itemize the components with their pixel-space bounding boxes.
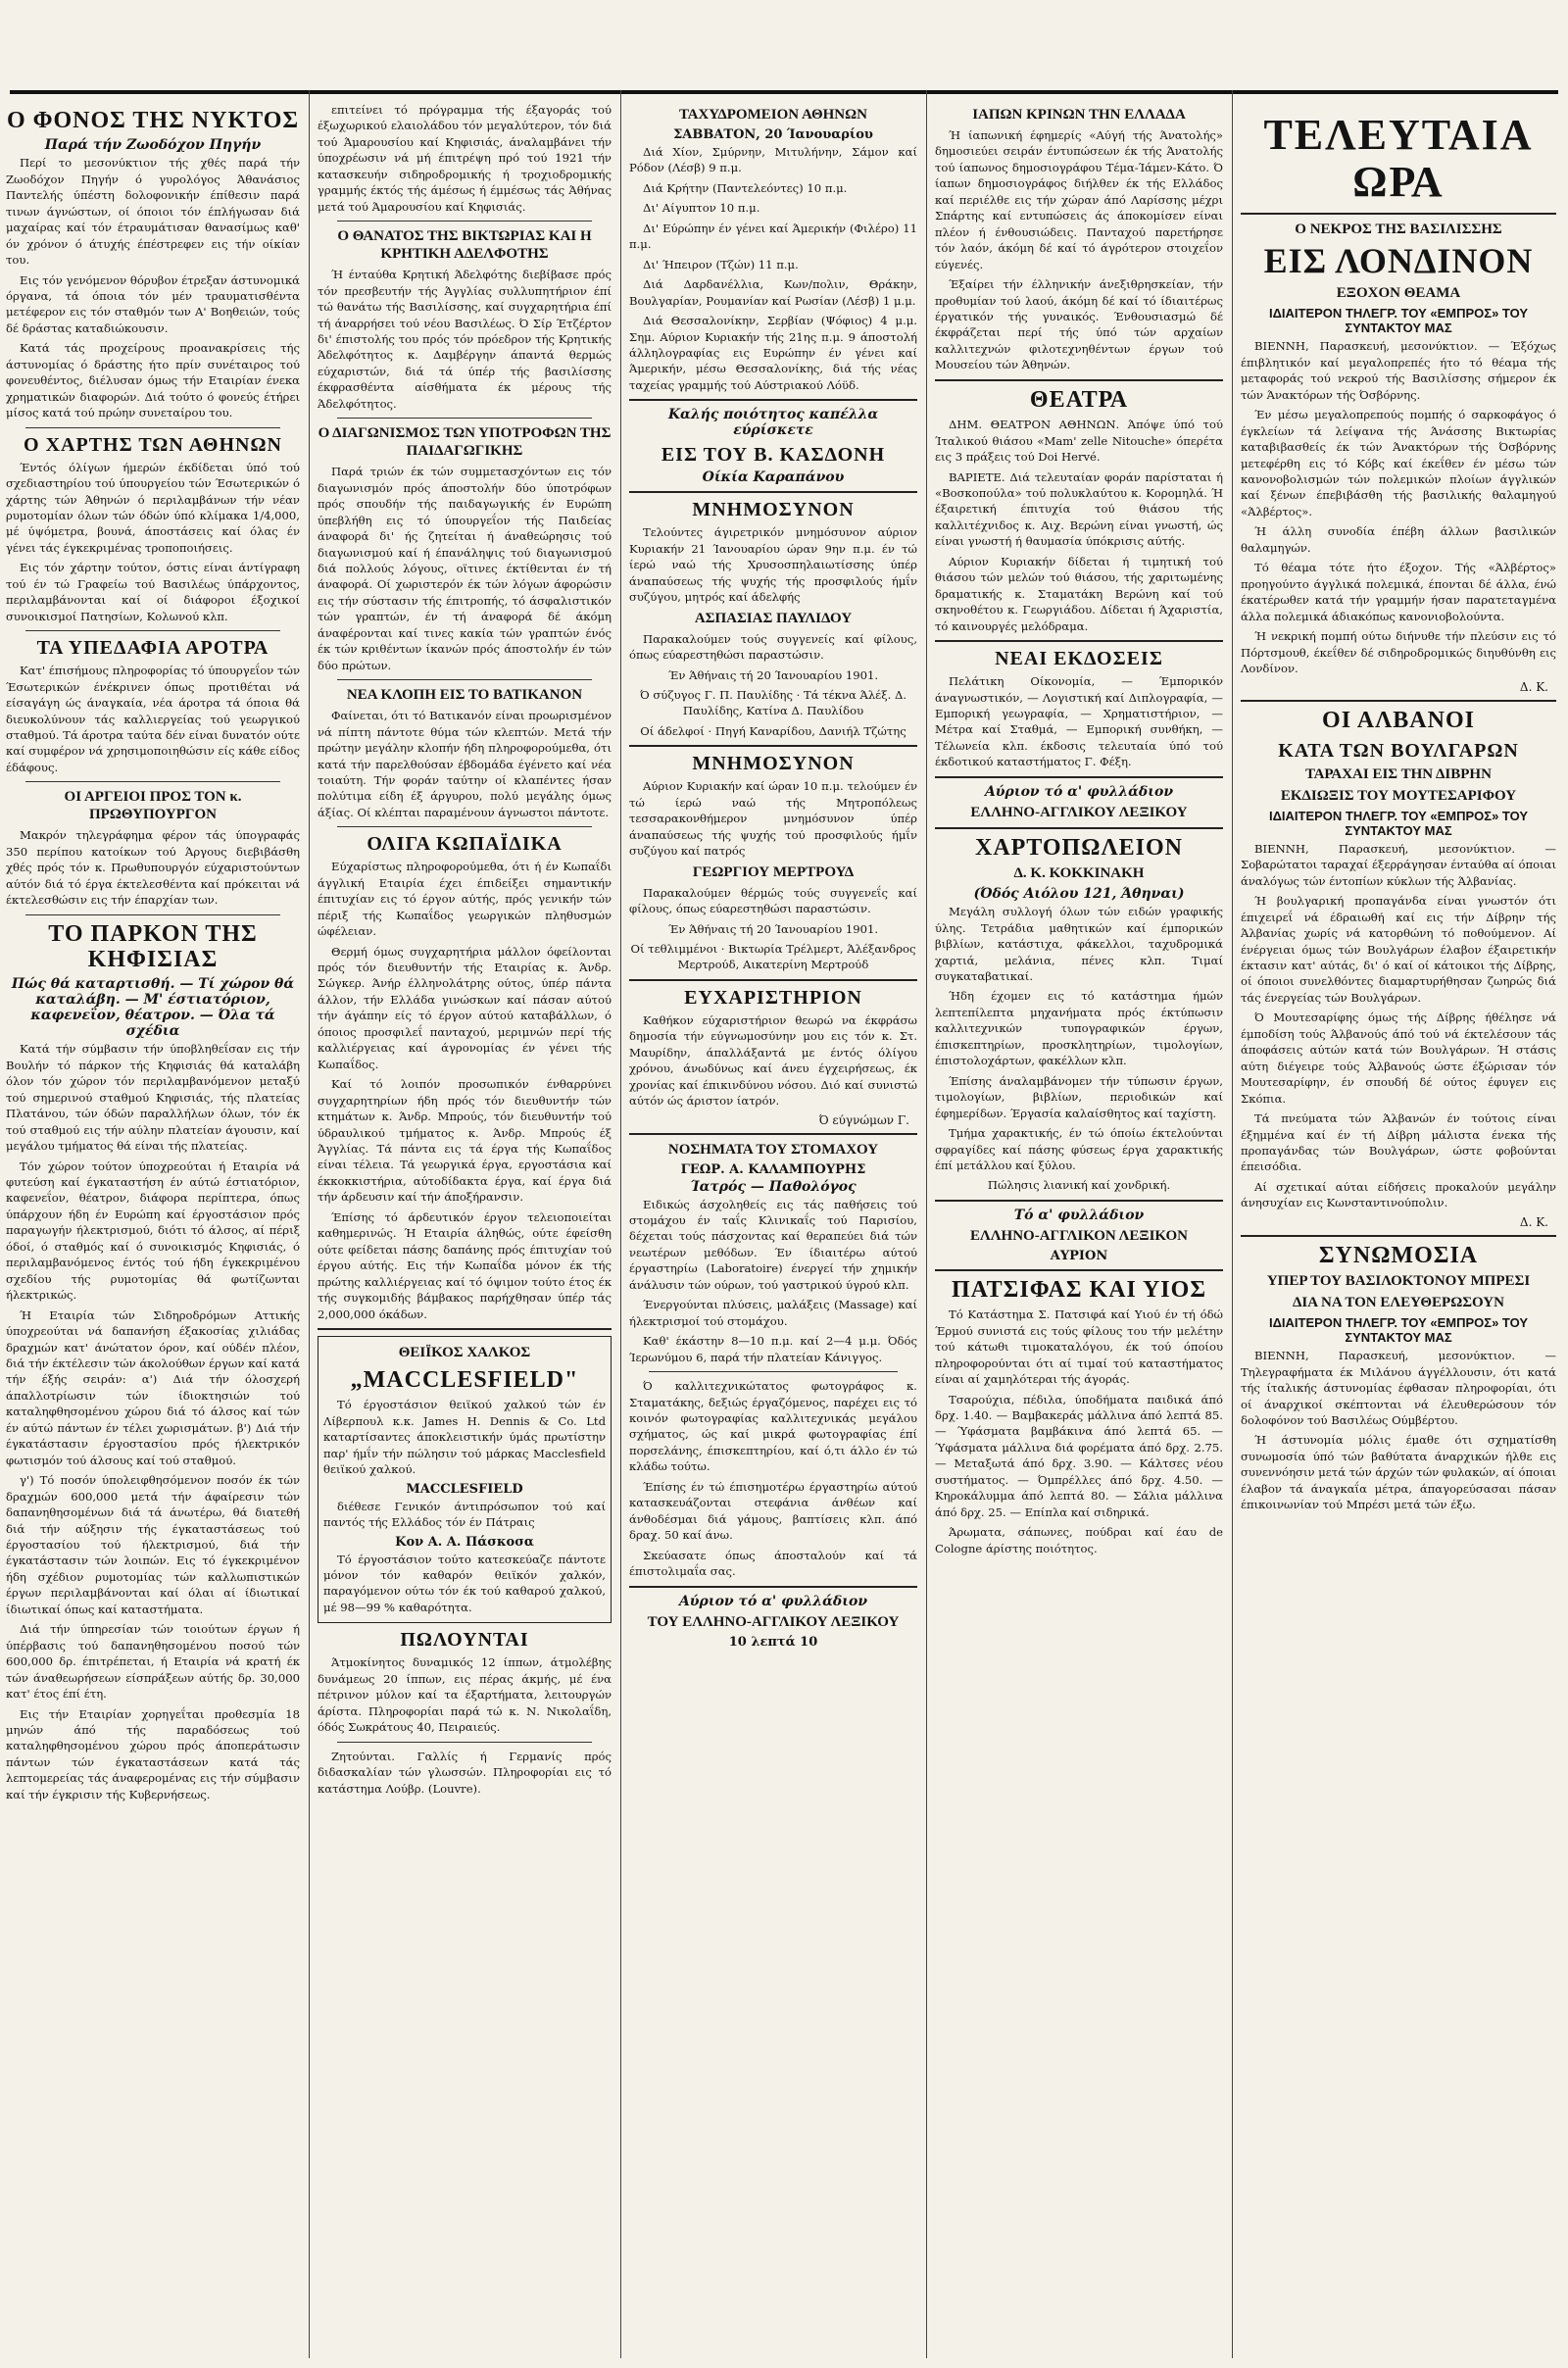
article-paragraph: επιτείνει τό πρόγραμμα τής έξαγοράς τού έξωχωρικού ελαιολάδου τόν μεγαλύτερον, τόν διά τού Άμαρουσίου καί Κηφισιάς, άναλαμβάνει τήν ύποχρέωσιν νά μή έπιτρέψη πρό τού 1921 τήν κατασκευήν σιδηροδρομικής ή τροχιοδρομικής γραμμής έκτός τής άμέσως ή έμμέσως τάς Άθήνας μετά τού Άμαρουσίου καί Κηφισιάς. (318, 103, 612, 214)
article-title: ΤΟ ΠΑΡΚΟΝ ΤΗΣ ΚΗΦΙΣΙΑΣ (48, 920, 258, 972)
column-divider (1232, 90, 1233, 2358)
divider (629, 1586, 917, 1588)
article-title: Ο ΦΟΝΟΣ ΤΗΣ ΝΥΚΤΟΣ (6, 108, 300, 133)
article-paragraph: Ή βουλγαρική προπαγάνδα είναι γνωστόν ότι έπιχειρεΐ νά έδραιωθή καί εις τήν Δίβρην τής Άλβανίας χωρίς νά κατορθώνη τό ποθούμενον. Αί ένέργειαι όμως τών Βουλγάρων έλαβον έξαιρετικήν έκτασιν κατ' αύτάς, δι' ό καί οί κάτοικοι τής Δίβρης, οί όποιοι συνελθόντες διαμαρτυρήθησαν ζωηρώς διά τάς ένεργείας τών Βουλγάρων. (1241, 894, 1556, 1005)
post-line: Διά Χίον, Σμύρνην, Μιτυλήνην, Σάμον καί Ρόδον (Λέσβ) 9 π.μ. (629, 145, 917, 175)
divider (1241, 1235, 1556, 1237)
divider (629, 979, 917, 981)
article-paragraph: ΒΙΕΝΝΗ, Παρασκευή, μεσονύκτιον. — Έξόχως έπιβλητικόν καί μεγαλοπρεπές ήτο τό θέαμα τής μεταφοράς τού νεκρού τής Βασιλίσσης σήμερον έκ τών Άνακτόρων τής Όσβόρνης. (1241, 339, 1556, 402)
article-title: Ο ΔΙΑΓΩΝΙΣΜΟΣ ΤΩΝ ΥΠΟΤΡΟΦΩΝ ΤΗΣ ΠΑΙΔΑΓΩΓΙΚΗΣ (318, 425, 612, 460)
article-paragraph: Πελάτικη Οίκονομία, — Έμπορικόν άναγνωστικόν, — Λογιστική καί Διπλογραφία, — Εμπορική γεωγραφία, — Χρηματιστήριον, — Μέτρα καί Σταθμά, — Εμπορική συνθήκη, — Τέλωνεία κλπ. έκδοσις τελευταία ύπό τού έκδοτικού καταστήματος Γ. Φέξη. (935, 674, 1223, 769)
ad-text: Ειδικώς άσχοληθείς εις τάς παθήσεις τού στομάχου έν ταΐς Κλινικαΐς τού Παρισίου, δέχεται τούς πάσχοντας καί θεραπεύει διά τών νεωτέρων μεθόδων. Έν ίδιαιτέρω αύτού έργαστηρίω (Laboratoire) ένεργεί τήν χημικήν άνάλυσιν τών ούρων, τού γαστρικού ύγρού κλπ. (629, 1197, 917, 1292)
article-paragraph: Θερμή όμως συγχαρητήρια μάλλον όφείλονται πρός τόν διευθυντήν τής Εταιρίας κ. Άνδρ. Σώγκερ. Άνήρ έλληνολάτρης ούτος, ύπέρ πάντα άλλον, τήν Ελλάδα γινώσκων καί πάσαν αύτού τήν άγάπην είς τό έργον αύτού καταβάλλων, ό όποιος προσφιλεΐ πανταχού, μεριμνών περί τής καλλιέργειας καί άγρονομίας έν γένει τής Κωπαΐδος. (318, 944, 612, 1071)
article-paragraph: Έν μέσω μεγαλοπρεπούς πομπής ό σαρκοφάγος ό έγκλείων τά λείψανα τής Άνάσσης Βικτωρίας καταβιβασθείς έκ τών Άνακτόρων τής Όσβόρνης μετεφέρθη εις τό Κόβς καί έκεΐθεν έν μέσω τών κανονοβολισμών τών πολεμικών πλοίων άγγλικών καί ξένων έπεβιβάσθη τής βασιλικής θαλαμηγού «Άλβέρτος». (1241, 408, 1556, 518)
notice-text: Καθήκον εύχαριστήριον θεωρώ να έκφράσω δημοσία τήν εύγνωμοσύνην μου εις τόν κ. Στ. Μαυρίδην, άπαλλάξαντά με έντός όλίγου χρόνου, άνωδύνως καί άνευ έγχειρήσεως, έκ χρονίας καί έπικινδύνου νόσου. Διό καί συνιστώ αύτόν ώς άριστον ίατρόν. (629, 1012, 917, 1109)
article-paragraph: Ό Μουτεσαρίφης όμως τής Δίβρης ήθέλησε νά έμποδίση τούς Άλβανούς άπό τού νά έκτελέσουν τάς άποφάσεις αύτών κατά τών Βουλγάρων. Ή στάσις αύτη διέγειρε τούς Άλβανούς ώστε έξώρισαν τόν Μουτεσαρίφην, έν σπουδή δέ ούτος έφυγεν εις Σκόπια. (1241, 1011, 1556, 1106)
article-paragraph: Περί το μεσονύκτιον τής χθές παρά τήν Ζωοδόχον Πηγήν ό γυρολόγος Άθανάσιος Παντελής ύπέστη δολοφονικήν έπίθεσιν παρά τινων άγνώστων, οί όποιοι τόν έπλήγωσαν διά μαχαίρας καί τόν έτραυμάτισαν θανασίμως καθ' όν χρόνον ό άτυχής έπέστρεφεν εις τήν οίκίαν του. (6, 156, 300, 268)
divider (1241, 213, 1556, 215)
ad-title: ΕΛΛΗΝΟ-ΑΓΓΛΙΚΟΥ ΛΕΞΙΚΟΥ (970, 804, 1188, 820)
ad-price: 10 λεπτά 10 (728, 1634, 818, 1650)
article-title: ΚΑΤΑ ΤΩΝ ΒΟΥΛΓΑΡΩΝ (1278, 739, 1519, 762)
ad-address: (Όδός Αιόλου 121, Άθηναι) (973, 886, 1185, 903)
section-title: ΤΕΛΕΥΤΑΙΑ ΩΡΑ (1263, 111, 1534, 207)
column-divider (620, 90, 621, 2358)
notice-signatures: Οί τεθλιμμένοι · Βικτωρία Τρέλμερτ, Άλέξανδρος Μερτρούδ, Αικατερίνη Μερτρούδ (630, 941, 916, 972)
article-paragraph: Έντός όλίγων ήμερών έκδίδεται ύπό τού σχεδιαστηρίου τού ύπουργείου τών Έσωτερικών ό χάρτης τών Άθηνών ό περιλαμβάνων τήν νέαν ρυμοτομίαν όλων τών όδών ύπό κλίμακα 1/4,000, μέ ύψόμετρα, βουνά, άποστάσεις καί όλας έν γένει τάς έγκεκριμένας τροποποιήσεις. (6, 460, 300, 555)
article-title: Ο ΝΕΚΡΟΣ ΤΗΣ ΒΑΣΙΛΙΣΣΗΣ (1295, 221, 1502, 237)
article-title-large: ΕΙΣ ΛΟΝΔΙΝΟΝ (1263, 240, 1534, 280)
ad-header: Καλής ποιότητος καπέλλα εύρίσκετε (667, 407, 879, 439)
ad-text: Ζητούνται. Γαλλίς ή Γερμανίς πρός διδασκαλίαν τών γλωσσών. Πληροφορίαι εις τό κατάστημα Λούβρ. (Louvre). (318, 1749, 612, 1796)
ad-text: Έπίσης έν τώ έπισημοτέρω έργαστηρίω αύτού κατασκευάζονται στεφάνια άνθέων καί άνθοδέσμαι διά γάμους, βαπτίσεις κλπ. άπό δραχ. 50 καί άνω. (629, 1479, 917, 1543)
post-line: Διά Θεσσαλονίκην, Σερβίαν (Ψόφιος) 4 μ.μ. Σημ. Αύριον Κυριακήν τής 21ης π.μ. 9 άποστολή άλληλογραφίας εις Ευρώπην έν γένει καί Άμερικήν, μέσω Θεσσαλονίκης, διά τής νέας ταχείας γραμμής τού Αύστριακού Λόϋδ. (629, 314, 917, 392)
notice-title: ΕΥΧΑΡΙΣΤΗΡΙΟΝ (684, 986, 862, 1009)
notice-name: ΑΣΠΑΣΙΑΣ ΠΑΥΛΙΔΟΥ (694, 610, 853, 626)
ad-subtitle: Οίκία Καραπάνου (702, 469, 845, 486)
article-title: ΟΛΙΓΑ ΚΩΠΑΪΔΙΚΑ (367, 833, 563, 856)
article-paragraph: Ή ένταύθα Κρητική Άδελφότης διεβίβασε πρός τόν πρεσβευτήν τής Άγγλίας συλλυπητήριον έπί τώ θανάτω τής Βασιλίσσης, καί συγχαρητήρια έπί τή άναρρήσει τού νέου Βασιλέως. Ό Σίρ Έτζέρτον δι' έπιστολής του πρός τόν πρόεδρον τής Κρητικής Άδελφότητος κ. Δαμβέργην άπαντά θερμώς εύχαριστών, διά τά ύπέρ τής βασιλίσσης έκφρασθέντα αίσθήματα έκ μέρους τής Άδελφότητος. (318, 268, 612, 411)
article-title: ΙΑΠΩΝ ΚΡΙΝΩΝ ΤΗΝ ΕΛΛΑΔΑ (972, 107, 1186, 123)
notice-date: Έν Άθήναις τή 20 Ίανουαρίου 1901. (667, 667, 879, 682)
notice-signatures: Ό σύζυγος Γ. Π. Παυλίδης · Τά τέκνα Άλέξ. Δ. Παυλίδης, Κατίνα Δ. Παυλίδου (639, 687, 907, 718)
notice-text: Παρακαλούμεν θέρμώς τούς συγγενεΐς καί φίλους, όπως εύαρεστηθώσι παραστώσιν. (629, 885, 917, 916)
article-byline: ΙΔΙΑΙΤΕΡΟΝ ΤΗΛΕΓΡ. ΤΟΥ «ΕΜΠΡΟΣ» ΤΟΥ ΣΥΝΤΑΚΤΟΥ ΜΑΣ (1268, 808, 1529, 838)
divider (337, 679, 592, 680)
ad-text: Άτμοκίνητος δυναμικός 12 ίππων, άτμολέβης δυνάμεως 20 ίππων, εις πέρας άκμής, μέ ένα πέτρινον μύλον καί τα έξαρτήματα, λειτουργών άρίστα. Πληροφορίαι παρά τώ κ. Ν. Νικολαΐδη, όδός Σωκράτους 40, Πειραιεύς. (318, 1655, 612, 1735)
article-paragraph: Τόν χώρον τούτον ύποχρεούται ή Εταιρία νά φυτεύση καί έγκαταστήση έν αύτώ έστιατόριον, καφενεΐον, θέατρον, διάφορα περίπτερα, όπως ύπάρχουν ήδη έν Ευρώπη καί έργοστάσιον πρός παραγωγήν ήλεκτρισμού, διότι τό άλσος, αί πέριξ όδοί, ό σταθμός καί ό συνοικισμός Κηφισιάς, ό περιλαμβανόμενος έντός τού ήδη έγκεκριμένου σχεδίου τής ρυμοτομίας θά φωτίζωνται ήλεκτρικώς. (6, 1159, 300, 1303)
article-signature: Δ. Κ. (1519, 1214, 1548, 1229)
divider (629, 1133, 917, 1135)
notice-text: Παρακαλούμεν τούς συγγενείς καί φίλους, όπως εύαρεστηθώσι παραστώσιν. (629, 631, 917, 663)
divider (649, 1371, 898, 1372)
ad-header: Αύριον τό α' φυλλάδιον (984, 783, 1174, 800)
article-paragraph: Αί σχετικαί αύται είδήσεις προκαλούν μεγάλην άνησυχίαν εις Κωνσταντινούπολιν. (1241, 1179, 1556, 1210)
article-paragraph: Εύχαρίστως πληροφορούμεθα, ότι ή έν Κωπαΐδι άγγλική Εταιρία έχει έπιδείξει σημαντικήν έπιτυχίαν εις τό έργον αύτής, πρός γενικήν τών πέριξ τής Κωπαΐδος γεωργικών πληθυσμών ώφέλειαν. (318, 860, 612, 939)
article-paragraph: Διά τήν ύπηρεσίαν τών τοιούτων έργων ή ύπέρβασις τού δαπανηθησομένου ποσού τών 600,000 δρ. έπιτρέπεται, ή Εταιρία νά κρατή έκ τών άναθεωρήσεων είσπράξεων αύτής δρ. 30,000 κατ' έτος έπί έτη. (6, 1622, 300, 1702)
article-paragraph: Μακρόν τηλεγράφημα φέρον τάς ύπογραφάς 350 περίπου κατοίκων τού Άργους διεβιβάσθη χθές πρός τόν κ. Πρωθυπουργόν εύχαριστούντων αύτόν διά τό έργα έκτελεσθέντα καί πρόκειται νά έκτελεσθώσιν εις τήν έπαρχίαν των. (6, 828, 300, 908)
ad-title: ΠΑΤΣΙΦΑΣ ΚΑΙ ΥΙΟΣ (951, 1276, 1207, 1303)
article-paragraph: Ή ίαπωνική έφημερίς «Αύγή τής Άνατολής» δημοσιεύει σειράν έντυπώσεων έκ τής Άνατολής τού ίαπωνος δημοσιογράφου Τέμα-Ίάμεν-Κάτο. Ό ίαπων δημοσιογράφος διήλθεν έκ τής Ελλάδος καί περιέλθε εις τήν χώραν άπό Λαρίσσης μέχρι Σπάρτης καί εντυπώσεις άς άποκομίσεν είναι πλέον ή ένθουσιώδεις. Πανταχού παρετήρησε τόν λαόν, άκόμη δέ καί τό άγρότερον στοιχεΐον εύγενές. (935, 128, 1223, 271)
divider (25, 914, 280, 915)
article-paragraph: Φαίνεται, ότι τό Βατικανόν είναι προωρισμένον νά πίπτη πάντοτε θύμα τών κλεπτών. Μετά τήν πρώτην μεγάλην κλοπήν ήδη πληροφορούμεθα, ότι κατά τήν παρελθούσαν έβδομάδα έγένετο καί νέα τοιαύτη. Τήν φοράν ταύτην οί κλαπέντες ήσαν πολύτιμα είδη έξ άργυρου, πολύ μεγάλης όμως άξίας. Οί κλέπται παραμένουν άγνωστοι πάντοτε. (318, 709, 612, 819)
article-paragraph: Παρά τριών έκ τών συμμετασχόντων εις τόν διαγωνισμόν πρός άποστολήν δύο ύποτρόφων πρός σπουδήν τής παιδαγωγικής έν Ευρώπη ύπεβλήθη εις τό ύπουργεΐον τής Παιδείας άναφορά δι' ής ζητείται ή άναθεώρησις τού διαγωνισμού καί ή έπανάληψις τού διαγωνισμού διά πολλούς λόγους, οϊτινες έκτίθενται έν τή άναφορά. Οί χωριστερόν έκ τών λόγων άφορώσιν εις τήν σύστασιν τής έπιτροπής, τό άσφαλιστικόν τών γραπτών, έν τή άναφορά δέ άκόμη άναφέρονται καί τινες κακία τών γραπτών ένός έκ τών κριθέντων ίκανών πρός άποστολήν έν τών δύο πρώτων. (318, 465, 612, 672)
article-paragraph: Έξαίρει τήν έλληνικήν άνεξιθρησκείαν, τήν προθυμίαν τού λαού, άκόμη δέ καί τό ίδιαιτέρως έργατικόν τής γυναικός. Ένθουσιασμώ δέ έκφράζεται περί τής ύπό τών αρχαίων καλλιτεχνών φιλοτεχνηθέντων έργων τού Μουσείου τών Άθηνών. (935, 277, 1223, 372)
article-paragraph: Αύριον Κυριακήν δίδεται ή τιμητική τού θιάσου τών μελών τού θιάσου, τής χαριτωμένης δραματικής κ. Σταματάκη Βερώνη καί τού σκηνοθέτου κ. Γεωργιάδου. Δίδεται ή Άχαριστία, τό καινουργές μελόδραμα. (935, 554, 1223, 633)
article-title: ΟΙ ΑΛΒΑΝΟΙ (1322, 708, 1475, 734)
divider (25, 427, 280, 428)
ad-text: διέθεσε Γενικόν άντιπρόσωπον τού καί παντός τής Ελλάδος τόν έν Πάτραις (323, 1499, 606, 1530)
article-paragraph: Ή Εταιρία τών Σιδηροδρόμων Αττικής ύποχρεούται νά δαπανήση έξακοσίας χιλιάδας δραχμών κατ' άνώτατον όρον, καί ούδέν πλέον, διά τήν έκτέλεσιν τών άκολούθων έργων καί κατά τήν έξής σειράν: α') Διά τήν όλοσχερή άπαλλοτρίωσιν τών ίδιοκτησιών τού καταληφθησομένου χώρου διά τό άλσος καί τών έν αύτώ πάντων έν τέλει χωρισμάτων. β') Διά τήν έγκατάστασιν έργοστασίου πρός ήλεκτρικόν φωτισμόν τού άλσους καί τού σταθμού. (6, 1307, 300, 1467)
article-subtitle: Παρά τήν Ζωοδόχον Πηγήν (44, 137, 262, 154)
divider (935, 640, 1223, 642)
post-line: Διά Δαρδανέλλια, Κων/πολιν, Θράκην, Βουλγαρίαν, Ρουμανίαν καί Ρωσίαν (Λέσβ) 1 μ.μ. (629, 277, 917, 308)
ad-text: Άρωματα, σάπωνες, πούδραι καί έαυ de Cologne άρίστης ποιότητος. (935, 1525, 1223, 1555)
notice-date: Έν Άθήναις τή 20 Ίανουαρίου 1901. (667, 921, 879, 936)
article-paragraph: Εις τόν γενόμενον θόρυβον έτρεξαν άστυνομικά όργανα, τά όποια τόν μέν τραυματισθέντα μετέφερον εις τόν σταθμόν των Α' Βοηθειών, τούς δέ δράστας καταδιώκουσιν. (6, 272, 300, 335)
ad-name: Δ. Κ. ΚΟΚΚΙΝΑΚΗ (1013, 865, 1145, 882)
article-byline: ΙΔΙΑΙΤΕΡΟΝ ΤΗΛΕΓΡ. ΤΟΥ «ΕΜΠΡΟΣ» ΤΟΥ ΣΥΝΤΑΚΤΟΥ ΜΑΣ (1268, 306, 1529, 336)
article-byline: ΙΔΙΑΙΤΕΡΟΝ ΤΗΛΕΓΡ. ΤΟΥ «ΕΜΠΡΟΣ» ΤΟΥ ΣΥΝΤΑΚΤΟΥ ΜΑΣ (1268, 1315, 1529, 1346)
article-paragraph: Ή άλλη συνοδία έπέβη άλλων βασιλικών θαλαμηγών. (1241, 524, 1556, 555)
divider (629, 399, 917, 401)
post-line: Διά Κρήτην (Παντελεόντες) 10 π.μ. (643, 180, 848, 195)
ad-text: Έπίσης άναλαμβάνομεν τήν τύπωσιν έργων, τιμολογίων, βιβλίων, περιοδικών καί έφημερίδων. Έργασία καλαίσθητος καί ταχίστη. (935, 1073, 1223, 1120)
divider (318, 1328, 612, 1330)
ad-text: Τό έργοστάσιον θειϊκού χαλκού τών έν Λίβερπουλ κ.κ. James H. Dennis & Co. Ltd καταρτίσαντες άποκλειστικήν ύμάς πρωτίστην παρ' ήμΐν τήν πώλησιν τού μάρκας Macclesfield θειϊκού χαλκού. (323, 1398, 606, 1477)
article-paragraph: Τά πνεύματα τών Άλβανών έν τούτοις είναι έξημμένα καί έν τή Δίβρη μάλιστα ένεκα τής προπαγάνδας τών Βουλγάρων, ώστε φοβούνται έπεισόδια. (1241, 1111, 1556, 1174)
article-paragraph: Καί τό λοιπόν προσωπικόν ένθαρρύνει συγχαρητηρίων ήδη πρός τόν διευθυντήν τών κτημάτων κ. Άνδρ. Μπρούς, τόν διευθυντήν τού ύδραυλικού τμήματος κ. Άνδρ. Μπρούς έξ Άγγλίας. Τά πάντα εις τά έργα τής Κωπαΐδος είναι τέλεια. Τά γεωργικά έργα, εργοστάσια καί έκκοκκιστήρια, αύτοδίδακτα έργα, καί έργα διά τήν άρδευσιν καί τήν άποξήρανσιν. (318, 1077, 612, 1205)
column-1 (0, 102, 306, 2356)
ad-header: Τό α' φυλλάδιον (1013, 1207, 1145, 1223)
ad-text: Ό καλλιτεχνικώτατος φωτογράφος κ. Σταματάκης, δεξιώς έργαζόμενος, παρέχει εις τό κοινόν φωτογραφίας καλλιτεχνικάς μεγάλου σχήματος, ώς καί μικρά φωτογραφίας έπί πορσελάνης, έπισκεπτηρίου, καί ό,τι άλλο έν τώ κλάδω τούτω. (629, 1379, 917, 1474)
post-line: Δι' Ήπειρον (Τζών) 11 π.μ. (643, 257, 799, 271)
divider (629, 745, 917, 747)
article-paragraph: Εις τήν Εταιρίαν χορηγεΐται προθεσμία 18 μηνών άπό τής παραδόσεως τού καταληφθησομένου χώρου πρός άποπεράτωσιν πάντων τών έγκαταστάσεων κατά τάς λεπτομερείας τάς άναφερομένας εις τήν σύμβασιν καί τήν έγκρισιν τής Κυβερνήσεως. (6, 1706, 300, 1801)
ad-text: Ήδη έχομεν εις τό κατάστημα ήμών λεπτεπίλεπτα μηχανήματα πρός έκτύπωσιν καλλιτεχνικών τυπογραφικών έργων, έπισκεπτηρίων, προσκλητηρίων, τιμολογίων, έπιστολοχάρτων, φακέλλων κλπ. (935, 989, 1223, 1068)
post-line: Δι' Αίγυπτον 10 π.μ. (643, 201, 760, 216)
article-title: ΤΑ ΥΠΕΔΑΦΙΑ ΑΡΟΤΡΑ (36, 637, 270, 660)
article-title: ΝΕΑ ΚΛΟΠΗ ΕΙΣ ΤΟ ΒΑΤΙΚΑΝΟΝ (346, 687, 583, 704)
article-title: ΣΥΝΩΜΟΣΙΑ (1318, 1242, 1479, 1268)
article-paragraph: Τό θέαμα τότε ήτο έξοχον. Τής «Άλβέρτος» προηγούντο άγγλικά πολεμικά, έπονται δέ άλλα, ένώ έκατέρωθεν κατά τήν γραμμήν ήσαν παρατεταγμένα άλλα πολεμικά άδιακόπως κανονιοβολούντα. (1241, 561, 1556, 623)
article-title: Ο ΘΑΝΑΤΟΣ ΤΗΣ ΒΙΚΤΩΡΙΑΣ ΚΑΙ Η ΚΡΗΤΙΚΗ ΑΔΕΛΦΟΤΗΣ (337, 228, 592, 263)
divider (337, 418, 592, 419)
divider (25, 630, 280, 631)
masthead-strip (0, 0, 1568, 102)
column-3 (623, 102, 923, 2356)
article-paragraph: Ή άστυνομία μόλις έμαθε ότι σχηματίσθη συνωμοσία ύπό τών βαθύτατα άναρχικών ήλθε εις συνεννόησιν μετά τών άρχών τών φυλακών, αί όποιαι έλαβον τά άναγκαΐα μέτρα, άπαγορεύσασαι πάσαν έπικοινωνίαν τού Μπρέσι μετά τών έξω. (1241, 1433, 1556, 1512)
ad-subtitle: ΑΥΡΙΟΝ (1050, 1248, 1108, 1263)
ad-title: ΧΑΡΤΟΠΩΛΕΙΟΝ (974, 834, 1183, 861)
section-title: ΘΕΑΤΡΑ (1029, 386, 1129, 413)
column-divider (309, 90, 310, 2358)
divider (1241, 700, 1556, 702)
article-paragraph: ΒΙΕΝΝΗ, Παρασκευή, μεσονύκτιον. — Σοβαρώτατοι ταραχαί έξερράγησαν ένταύθα αί όποιαι άναλόγως τών έντοπίων κύκλων τής Άλβανίας. (1241, 841, 1556, 888)
notice-signature: Ό εύγνώμων Γ. (818, 1112, 909, 1127)
article-paragraph: γ') Τό ποσόν ύπολειφθησόμενον ποσόν έκ τών δραχμών 600,000 μετά τήν άφαίρεσιν τών δαπανηθησομένων διά τά άνωτέρω, θά διατεθή διά τήν αύξησιν τής έγκαταστάσεως τού έργοστασίου τού ήλεκτρισμού, διά τήν έγκατάστασιν τών λοιπών. Εις τό έγκεκριμένον ήδη σχέδιον ρυμοτομίας τών καλλωπιστικών έργων περιλαμβάνονται καί όλαι αί ίδιωτικαί ίδιωτικαί όπως καί καταστήματα. (6, 1473, 300, 1616)
ad-text: Τσαρούχια, πέδιλα, ύποδήματα παιδικά άπό δρχ. 1.40. — Βαμβακεράς μάλλινα άπό λεπτά 85. — Ύφάσματα βαμβάκινα άπό λεπτά 65. — Ύφάσματα μάλλινα διά φορέματα άπό δρχ. 2.75. — Μεταξωτά άπό δρχ. 3.90. — Κάλτσες νέου συστήματος. — Όμπρέλλες άπό δρχ. 4.50. — Κηροκάλυμμα άπό λεπτά 80. — Σάλια μάλλινα άπό δρχ. 25. — Επίπλα καί σιδηρικά. (935, 1392, 1223, 1519)
section-title: ΤΑΧΥΔΡΟΜΕΙΟΝ ΑΘΗΝΩΝ (679, 107, 867, 123)
ad-agent: Κον Α. Α. Πάσκοσα (395, 1534, 534, 1550)
column-divider (926, 90, 927, 2358)
ad-title: ΤΟΥ ΕΛΛΗΝΟ-ΑΓΓΛΙΚΟΥ ΛΕΞΙΚΟΥ (647, 1613, 900, 1630)
ad-title: ΕΛΛΗΝΟ-ΑΓΓΛΙΚΟΝ ΛΕΞΙΚΟΝ (970, 1227, 1188, 1244)
article-subtitle: ΤΑΡΑΧΑΙ ΕΙΣ ΤΗΝ ΔΙΒΡΗΝ (1305, 765, 1492, 782)
article-paragraph: Κατ' έπισήμους πληροφορίας τό ύπουργεΐον τών Έσωτερικών ένέκρινεν όπως προτιθέται νά είσαγάγη ώς άναγκαία, νέα άροτρα τά όποια θά διευκολύνουν τάς καλλιεργείας τού γεωργικού σταθμού. Τά άροτρα ταύτα δέν είναι δυνατόν ούτε καί συμφέρον νά χρησιμοποιηθώσιν είς κάθε είδος έδάφους. (6, 664, 300, 774)
divider (935, 827, 1223, 829)
advertisement-macclesfield (318, 1336, 612, 1623)
ad-title: ΠΩΛΟΥΝΤΑΙ (400, 1629, 529, 1652)
divider (337, 826, 592, 827)
article-paragraph: Κατά τάς προχείρους προανακρίσεις τής άστυνομίας ό δράστης ήτο πρίν συνέταιρος τού φονευθέντος, διέλυσαν όμως τήν Εταιρίαν ένεκα χρηματικών διαφορών. Διά τούτο ό φονεύς έτήρει μίσος κατά τού πρώην συνεταίρου του. (6, 341, 300, 420)
notice-name: ΓΕΩΡΓΙΟΥ ΜΕΡΤΡΟΥΔ (692, 863, 855, 880)
divider (935, 776, 1223, 778)
ad-text: Τμήμα χαρακτικής, έν τώ όποίω έκτελούνται σφραγίδες καί πάσης φύσεως έργα χαρακτικής έπί μετάλλου καί ξύλου. (935, 1126, 1223, 1172)
article-paragraph: Ή νεκρική πομπή ούτω διήνυθε τήν πλεύσιν εις τό Πόρτσμουθ, έκεΐθεν δέ σιδηροδρομικώς διηυθύνθη εις Λονδίνον. (1241, 629, 1556, 675)
column-4 (929, 102, 1229, 2356)
post-line: Δι' Εύρώπην έν γένει καί Άμερικήν (Φιλέρο) 11 π.μ. (629, 221, 917, 252)
column-5 (1235, 102, 1562, 2356)
article-title: ΟΙ ΑΡΓΕΙΟΙ ΠΡΟΣ ΤΟΝ κ. ΠΡΩΘΥΠΟΥΡΓΟΝ (64, 789, 242, 823)
article-title: Ο ΧΑΡΤΗΣ ΤΩΝ ΑΘΗΝΩΝ (24, 433, 282, 456)
article-paragraph: Έπίσης τό άρδευτικόν έργον τελειοποιείται καθημερινώς. Ή Εταιρία άληθώς, ούτε έφείσθη ούτε φείδεται πάσης δαπάνης πρός έπιτυχίαν τού έργου αύτής. Εις τήν Κωπαΐδα μόνον έκ τής πρώτης καλλιέργειας καί τό όψιμον τούτο έτος έκ τής συγκομιδής βάμβακος παρήχθησαν ύπέρ τάς 2,000,000 όκάδων. (318, 1209, 612, 1321)
article-signature: Δ. Κ. (1519, 680, 1548, 695)
divider (337, 1742, 592, 1743)
article-subtitle: ΔΙΑ ΝΑ ΤΟΝ ΕΛΕΥΘΕΡΩΣΟΥΝ (1293, 1295, 1504, 1311)
ad-title: ΝΟΣΗΜΑΤΑ ΤΟΥ ΣΤΟΜΑΧΟΥ (667, 1141, 879, 1158)
article-paragraph: ΔΗΜ. ΘΕΑΤΡΟΝ ΑΘΗΝΩΝ. Άπόψε ύπό τού Ίταλικού θιάσου «Mam' zelle Nitouche» όπερέτα εις 3 πράξεις τού Doi Hervé. (935, 418, 1223, 465)
ad-text: Ένεργούνται πλύσεις, μαλάξεις (Massage) καί ήλεκτρισμοί τού στομάχου. (629, 1298, 917, 1328)
divider (337, 221, 592, 222)
ad-name: ΓΕΩΡ. Α. ΚΑΛΑΜΠΟΥΡΗΣ (680, 1161, 866, 1177)
ad-brand: „MACCLESFIELD" (350, 1367, 579, 1393)
divider (935, 1200, 1223, 1202)
ad-text: Καθ' έκάστην 8—10 π.μ. καί 2—4 μ.μ. Όδός Ίερωνύμου 6, παρά τήν πλατείαν Κάνιγγος. (629, 1334, 917, 1364)
top-rule (10, 90, 1558, 94)
article-paragraph: ΒΑΡΙΕΤΕ. Διά τελευταίαν φοράν παρίσταται ή «Βοσκοπούλα» τού πολυκλαύτου κ. Κορομηλά. Ή έξαιρετική έπιτυχία τού θιάσου τής καλλιτέχνιδος κ. Αιχ. Βερώνη είναι γνωστή, ώς είναι γνωστή ή θαυμασία ύπόκρισις αύτής. (935, 469, 1223, 549)
ad-name: ΕΙΣ ΤΟΥ Β. ΚΑΣΔΟΝΗ (661, 444, 886, 467)
ad-brand-secondary: MACCLESFIELD (406, 1481, 523, 1497)
ad-subtitle: Ίατρός — Παθολόγος (690, 1178, 857, 1195)
article-title: ΥΠΕΡ ΤΟΥ ΒΑΣΙΛΟΚΤΟΝΟΥ ΜΠΡΕΣΙ (1266, 1273, 1531, 1290)
ad-text: Σκεύασατε όπως άποσταλούν καί τά έπιστολιμαΐα σας. (629, 1548, 917, 1579)
ad-title: ΘΕΙΪΚΟΣ ΧΑΛΚΟΣ (398, 1345, 531, 1360)
ad-text: Μεγάλη συλλογή όλων τών ειδών γραφικής ύλης. Τετράδια μαθητικών καί έμπορικών βιβλίων, κατάστιχα, φάκελλοι, ταχυδρομικά χαρτιά, μελάνια, πένες κλπ. Τιμαί συγκαταβατικαί. (935, 905, 1223, 983)
notice-title: ΜΝΗΜΟΣΥΝΟΝ (692, 753, 855, 775)
notice-text: Τελούντες άγιρετρικόν μνημόσυνον αύριον Κυριακήν 21 Ίανουαρίου ώραν 9ην π.μ. έν τώ ίερώ ναώ τής Χρυσοσπηλαιωτίσσης ύπέρ άναπαύσεως τής ψυχής τής προσφιλούς ήμΐν συζύγου, μητρός καί άδελφής (629, 525, 917, 605)
section-title: ΝΕΑΙ ΕΚΔΟΣΕΙΣ (995, 648, 1163, 670)
ad-text: Τό Κατάστημα Σ. Πατσιφά καί Υιού έν τή όδώ Έρμού συνιστά εις τούς φίλους του τήν μελέτην τού κάτωθι τιμοκαταλόγου, έκ τού όποίου πληροφορούνται ότι αί τιμαί τού καταστήματος είναι αί χαμηλότεραι τής άγοράς. (935, 1307, 1223, 1387)
post-date: ΣΑΒΒΑΤΟΝ, 20 Ίανουαρίου (673, 127, 873, 142)
ad-text: Πώλησις λιανική καί χονδρική. (987, 1178, 1171, 1193)
article-subtitle: ΕΚΔΙΩΞΙΣ ΤΟΥ ΜΟΥΤΕΣΑΡΙΦΟΥ (1280, 787, 1517, 804)
column-2 (312, 102, 617, 2356)
article-paragraph: Κατά τήν σύμβασιν τήν ύποβληθεΐσαν εις τήν Βουλήν τό πάρκον τής Κηφισιάς θά καταλάβη όλον τόν χώρον τόν περιλαμβανόμενον μεταξύ τού σημερινού σταθμού Κηφισιάς, τής πλατείας Πλατάνου, τών όδών παραλλήλων όλων, τόν έκ τού σταθμού εις τήν αύλην πλατείαν άγουσιν, καί μεγάλου τμήματος θά είναι τής πλατείας. (6, 1042, 300, 1154)
ad-header: Αύριον τό α' φυλλάδιον (678, 1593, 868, 1609)
divider (25, 781, 280, 782)
notice-signatures: Οί άδελφοί · Πηγή Καναρίδου, Δανιήλ Τζώτης (640, 723, 906, 738)
divider (935, 379, 1223, 381)
article-subtitle: ΕΞΟΧΟΝ ΘΕΑΜΑ (1336, 285, 1461, 302)
ad-text: Τό έργοστάσιον τούτο κατεσκεύαζε πάντοτε μόνον τόν καθαρόν θειϊκόν χαλκόν, παραγόμενον ούτω τόν έκ τού καθαρού χαλκού, μέ 98—99 % καθαρότητα. (323, 1552, 606, 1614)
notice-title: ΜΝΗΜΟΣΥΝΟΝ (692, 499, 855, 521)
article-paragraph: Εις τόν χάρτην τούτον, όστις είναι άντίγραφη τού έν τώ Γραφείω τού Βασιλέως ύπάρχοντος, περιλαμβάνονται καί οί διάφοροι έξοχικοί συνοικισμοί Πατησίων, Κολωνού κλπ. (6, 561, 300, 623)
divider (629, 491, 917, 493)
divider (935, 1269, 1223, 1271)
article-subtitle: Πώς θά καταρτισθή. — Τί χώρον θά καταλάβη. — Μ' έστιατόριον, καφενεΐον, θέατρον. — Όλα τά σχέδια (11, 976, 295, 1040)
notice-text: Αύριον Κυριακήν καί ώραν 10 π.μ. τελούμεν έν τώ ίερώ ναώ τής Μητροπόλεως τεσσαρακονθήμερον μνημόσυνον ύπέρ άναπαύσεως τής ψυχής τού προσφιλούς ήμΐν συζύγου καί πατρός (629, 779, 917, 859)
article-paragraph: ΒΙΕΝΝΗ, Παρασκευή, μεσονύκτιον. — Τηλεγραφήματα έκ Μιλάνου άγγέλλουσιν, ότι κατά τής ίταλικής άστυνομίας έφθασαν πληροφορίαι, ότι οί άναρχικοί σκέπτονται νά έλευθερώσουν τόν δολοφόνον τού Βασιλέως Ούμβέρτου. (1241, 1349, 1556, 1427)
